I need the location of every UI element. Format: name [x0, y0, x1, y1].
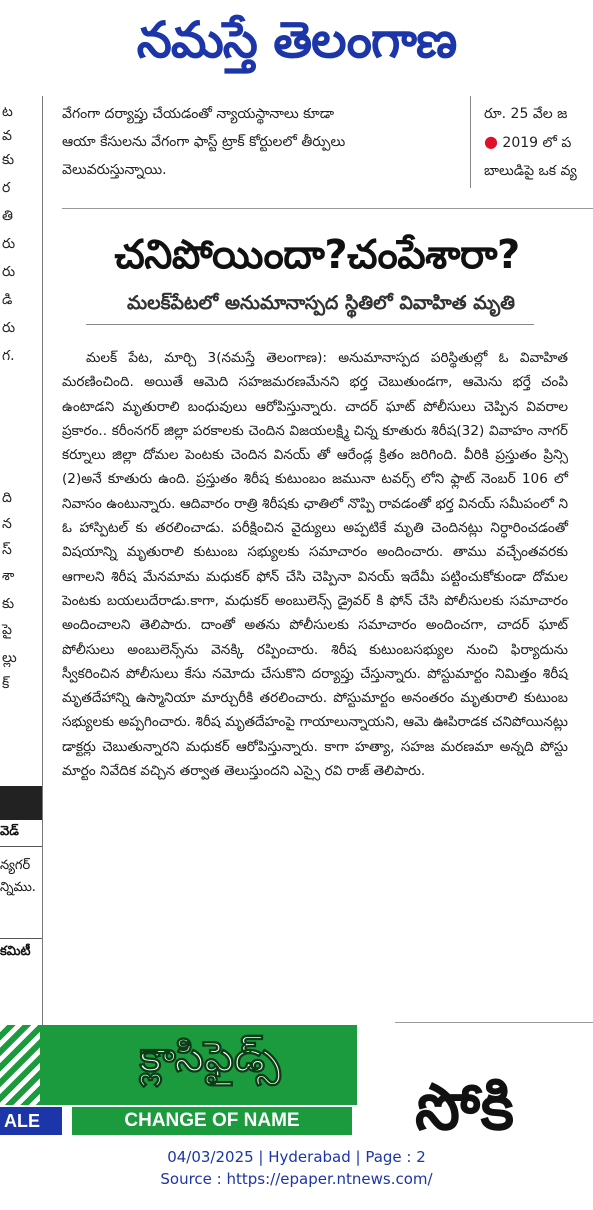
column-divider [42, 96, 43, 1111]
left-fragment-text: గ. [2, 348, 15, 364]
divider [0, 846, 43, 847]
left-fragment-text: వ [2, 128, 12, 144]
text-line: 2019 లో ప [502, 135, 572, 151]
left-fragment-text: స్ [2, 542, 12, 558]
left-fragment-text: పై [2, 622, 12, 638]
text-line: రూ. 25 వేల జ [484, 106, 568, 122]
next-story-headline: సోకి [415, 1071, 515, 1138]
left-fragment-text: డి [2, 292, 13, 308]
left-fragment-text: తి [2, 208, 13, 224]
left-section-bar [0, 786, 43, 820]
left-fragment-text: ల్లు [2, 650, 17, 666]
left-fragment-text: రు [2, 264, 16, 280]
text-line: బాలుడిపై ఒక వ్య [484, 163, 577, 179]
left-fragment-text: శా [2, 568, 15, 584]
newspaper-title: నమస్తే తెలంగాణ [136, 11, 457, 69]
banner-stripes [0, 1025, 40, 1110]
left-fragment-text: ర [2, 180, 11, 196]
previous-story-text [62, 100, 462, 184]
left-fragment-text: రు [2, 236, 16, 252]
edition-info: 04/03/2025 | Hyderabad | Page : 2 [167, 1148, 426, 1166]
text-line: వేగంగా దర్యాప్తు చేయడంతో న్యాయస్థానాలు కూడా [62, 106, 335, 122]
bullet-line [484, 128, 593, 157]
text-line: వెలువరుస్తున్నాయి. [62, 162, 167, 178]
article-headline: చనిపోయిందా?చంపేశారా? [114, 232, 520, 278]
bullet-icon: ● [484, 132, 498, 151]
right-column-fragment [484, 100, 593, 185]
left-fragment-text: క్ [2, 676, 10, 692]
text-line: ఆయా కేసులను వేగంగా ఫాస్ట్ ట్రాక్ కోర్టులలో తీర్పులు [62, 134, 346, 150]
source-link[interactable]: Source : https://epaper.ntnews.com/ [160, 1170, 433, 1188]
section-divider [395, 1022, 593, 1023]
left-fragment-text: కు [2, 596, 15, 612]
left-cell-text: వెడ్ [0, 824, 19, 839]
classifieds-title: క్లాసిఫైడ్స్ [139, 1032, 281, 1081]
page-footer [0, 1146, 593, 1190]
classified-tag: ALE [0, 1107, 62, 1135]
column-divider [470, 96, 471, 188]
left-fragment-text: ది [2, 490, 12, 506]
left-fragment-text: ట [2, 104, 13, 120]
left-fragment-text: న [2, 516, 12, 532]
article-subheadline: మలక్‌పేటలో అనుమానాస్పద స్థితిలో వివాహిత మృతి [127, 292, 515, 314]
section-divider [62, 208, 593, 209]
left-cell-text: కమిటీ [0, 944, 31, 959]
classified-category: CHANGE OF NAME [72, 1107, 352, 1135]
left-fragment-text: కు [2, 152, 15, 168]
divider [0, 938, 43, 939]
subhead-underline [86, 324, 534, 325]
masthead [0, 0, 593, 84]
left-fragment-text: రు [2, 320, 16, 336]
left-cell-text: న్యగర్ [0, 858, 31, 873]
article-body: మలక్ పేట, మార్చి 3(నమస్తే తెలంగాణ): అనుమానాస్పద పరిస్థితుల్లో ఓ వివాహిత మరణించింది. అయితే ఆమెది సహజమరణమేనని భర్త చెబుతుండగా, ఆమెను భర్తే చంపి ఉంటాడని మృతురాలి బంధువులు ఆరోపిస్తున్నారు. చాదర్ ఘాట్ పోలీసులు చెప్పిన వివరాల ప్రకారం.. కరీంనగర్ జిల్లా పరకాలకు చెందిన విజయలక్ష్మి చిన్న కూతురు శిరీష(32) వివాహం నాగర్ కర్నూలు జిల్లా దోమల పెంటకు చెందిన వినయ్ తో ఆరేండ్ల క్రితం జరిగింది. వీరికి ప్రస్తుతం ప్రిన్సి (2)అనే కూతురు ఉంది. ప్రస్తుతం శిరీష కుటుంబం జమునా టవర్స్ లోని ఫ్లాట్ నెంబర్ 106 లో నివాసం ఉంటున్నారు. ఆదివారం రాత్రి శిరీషకు ఛాతిలో నొప్పి రావడంతో భర్త వినయ్ సమీపంలో ని ఓ హాస్పిటల్ కు తరలించాడు. పరీక్షించిన వైద్యులు అప్పటికే మృతి చెందినట్లు నిర్ధారించడంతో విషయాన్ని మృతురాలి కుటుంబ సభ్యులకు సమాచారం అందించారు. తాము వచ్చేంతవరకు ఆగాలని శిరీష మేనమామ మధుకర్ ఫోన్ చేసి చెప్పినా వినయ్ ఇదేమీ పట్టించుకోకుండా దోమల పెంటకు బయలుదేరాడు.కాగా, మధుకర్ అంబులెన్స్ డ్రైవర్ కి ఫోన్ చేసి పోలీసులకు సమాచారం అందించాలని తెలిపారు. దాంతో అతను పోలీసులకు సమాచారం అందించగా, చాదర్ ఘాట్ పోలీసులు అంబులెన్స్‌ను వెనక్కి రప్పించారు. శిరీష కుటుంబసభ్యుల నుంచి ఫిర్యాదును స్వీకరించిన పోలీసులు కేసు నమోదు చేసుకొని దర్యాప్తు చేస్తున్నారు. పోస్టుమార్టం నిమిత్తం శిరీష మృతదేహాన్ని ఉస్మానియా మార్చురీకి తరలించారు. పోస్టుమార్టం అనంతరం మృతురాలి కుటుంబ సభ్యులకు అప్పగించారు. శిరీష మృతదేహంపై గాయాలున్నాయని, ఆమె ఊపిరాడక చనిపోయినట్లు డాక్టర్లు చెబుతున్నారని మధుకర్ ఆరోపిస్తున్నారు. కాగా హత్యా, సహజ మరణమా అన్నది పోస్టు మార్టం నివేదిక వచ్చిన తర్వాత తెలుస్తుందని ఎస్సై రవి రాజ్ తెలిపారు. [62, 350, 568, 780]
left-cell-text: న్నిము. [0, 880, 36, 895]
